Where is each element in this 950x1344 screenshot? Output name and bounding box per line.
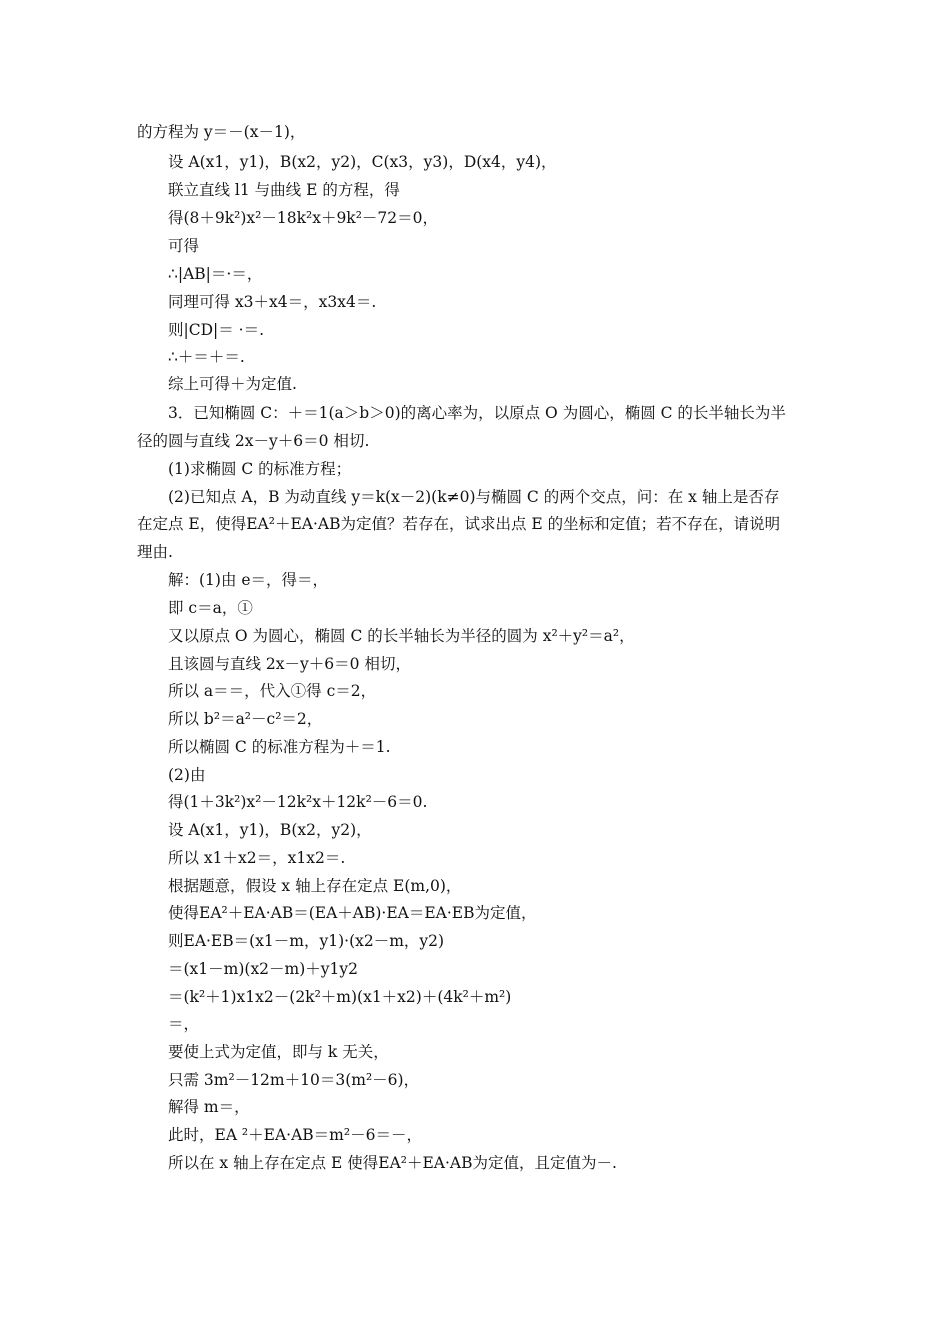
solution-line: ＝， — [168, 1015, 200, 1033]
solution-line: 设 A(x1，y1)，B(x2，y2)， — [168, 821, 372, 839]
solution-line: 此时，EA ²＋EA·AB＝m²－6＝－， — [168, 1126, 422, 1144]
solution-line: 使得EA²＋EA·AB＝(EA＋AB)·EA＝EA·EB为定值， — [168, 904, 537, 922]
solution-line: 得(1＋3k²)x²－12k²x＋12k²－6＝0. — [168, 793, 428, 811]
text-line: 设 A(x1，y1)，B(x2，y2)，C(x3，y3)，D(x4，y4)， — [168, 153, 557, 171]
solution-line: 所以在 x 轴上存在定点 E 使得EA²＋EA·AB为定值，且定值为－. — [168, 1154, 617, 1172]
solution-line: (2)由 — [168, 766, 206, 784]
problem-statement-line: 3．已知椭圆 C：＋＝1(a＞b＞0)的离心率为，以原点 O 为圆心，椭圆 C 的长半轴长为半 — [168, 404, 786, 422]
problem-part-line: (1)求椭圆 C 的标准方程； — [168, 460, 352, 478]
text-line: 综上可得＋为定值. — [168, 375, 297, 393]
solution-line: 解得 m＝， — [168, 1098, 250, 1116]
text-line: ∴|AB|＝·＝， — [168, 265, 263, 283]
text-line: 同理可得 x3＋x4＝，x3x4＝. — [168, 293, 377, 311]
text-line: 则|CD|＝ ·＝. — [168, 321, 265, 339]
solution-line: 根据题意，假设 x 轴上存在定点 E(m,0)， — [168, 877, 462, 895]
solution-line: 所以 a＝＝，代入①得 c＝2， — [168, 682, 377, 700]
solution-line: 所以 b²＝a²－c²＝2， — [168, 710, 323, 728]
problem-statement-line: 径的圆与直线 2x－y＋6＝0 相切. — [137, 432, 370, 450]
text-line: 可得 — [168, 237, 200, 255]
solution-line: ＝(x1－m)(x2－m)＋y1y2 — [168, 960, 359, 978]
problem-part-line: 在定点 E，使得EA²＋EA·AB为定值？若存在，试求出点 E 的坐标和定值；若不存在，请说明 — [137, 515, 781, 533]
solution-line: ＝(k²＋1)x1x2－(2k²＋m)(x1＋x2)＋(4k²＋m²) — [168, 988, 512, 1006]
solution-line: 所以 x1＋x2＝，x1x2＝. — [168, 849, 346, 867]
text-line: 得(8＋9k²)x²－18k²x＋9k²－72＝0， — [168, 209, 439, 227]
solution-line: 解：(1)由 e＝，得＝， — [168, 571, 329, 589]
solution-line: 即 c＝a，① — [168, 599, 253, 617]
text-line: 的方程为 y＝－(x－1)， — [137, 123, 306, 141]
text-line: ∴＋＝＋＝. — [168, 348, 245, 366]
problem-part-line: (2)已知点 A，B 为动直线 y＝k(x－2)(k≠0)与椭圆 C 的两个交点，问：在 x 轴上是否存 — [168, 488, 780, 506]
solution-line: 且该圆与直线 2x－y＋6＝0 相切， — [168, 655, 411, 673]
solution-line: 要使上式为定值，即与 k 无关， — [168, 1043, 389, 1061]
solution-line: 只需 3m²－12m＋10＝3(m²－6)， — [168, 1071, 420, 1089]
text-line: 联立直线 l1 与曲线 E 的方程，得 — [168, 181, 400, 199]
problem-part-line: 理由. — [137, 543, 173, 561]
solution-line: 又以原点 O 为圆心，椭圆 C 的长半轴长为半径的圆为 x²＋y²＝a²， — [168, 627, 635, 645]
solution-line: 则EA·EB＝(x1－m，y1)·(x2－m，y2) — [168, 932, 445, 950]
solution-line: 所以椭圆 C 的标准方程为＋＝1. — [168, 738, 391, 756]
